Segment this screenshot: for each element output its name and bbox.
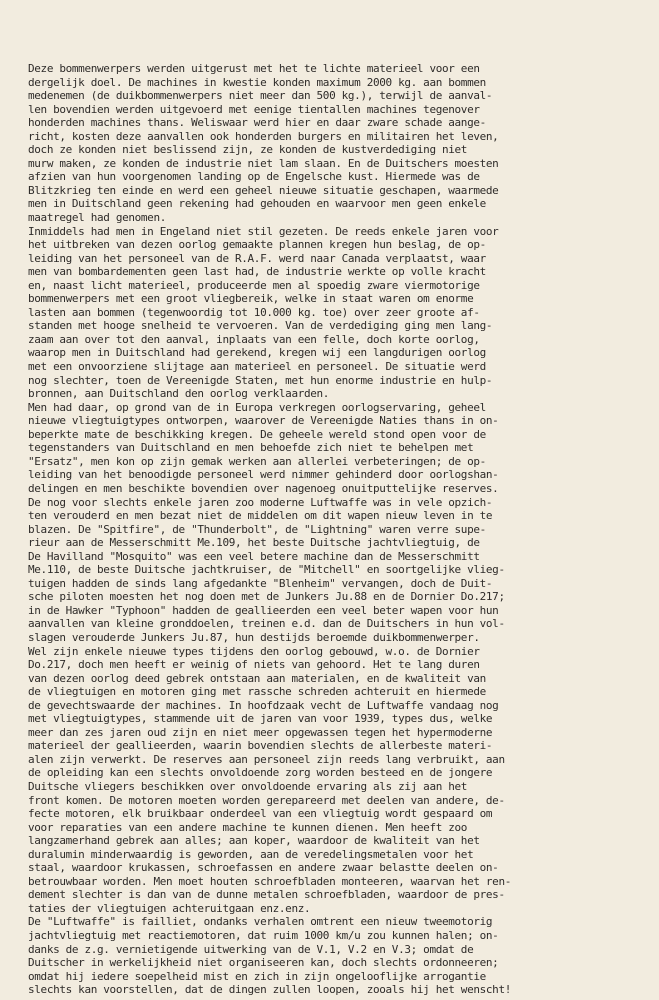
text-line: maatregel had genomen. bbox=[28, 211, 166, 225]
text-line: en, naast licht materieel, produceerde men al spoedig zware viermotorige bbox=[28, 278, 480, 292]
text-line: met een onvoorziene slijtage aan materieel en personeel. De situatie werd bbox=[28, 360, 486, 374]
text-line: afzien van hun voorgenomen landing op de Engelsche kust. Hiermede was de bbox=[28, 170, 480, 184]
text-line: van dezen oorlog deed gebrek ontstaan aan materialen, en de kwaliteit van bbox=[28, 671, 486, 685]
text-line: De nog voor slechts enkele jaren zoo moderne Luftwaffe was in vele opzich- bbox=[28, 495, 493, 509]
text-line: dergelijk doel. De machines in kwestie konden maximum 2000 kg. aan bommen bbox=[28, 75, 486, 89]
text-line: Men had daar, op grond van de in Europa verkregen oorlogservaring, geheel bbox=[28, 400, 486, 414]
text-line: Blitzkrieg ten einde en werd een geheel nieuwe situatie geschapen, waarmede bbox=[28, 183, 499, 197]
text-line: tegenstanders van Duitschland en men behoefde zich niet te behelpen met bbox=[28, 441, 474, 455]
text-line: blazen. De "Spitfire", de "Thunderbolt", de "Lightning" waren verre supe- bbox=[28, 522, 486, 536]
text-line: in de Hawker "Typhoon" hadden de geallieerden een veel beter wapen voor hun bbox=[28, 603, 499, 617]
text-line: murw maken, ze konden de industrie niet lam slaan. En de Duitschers moesten bbox=[28, 156, 499, 170]
text-line: slagen verouderde Junkers Ju.87, hun destijds beroemde duikbommenwerper. bbox=[28, 630, 480, 644]
text-line: voor reparaties van een andere machine te kunnen dienen. Men heeft zoo bbox=[28, 820, 468, 834]
text-line: fecte motoren, elk bruikbaar onderdeel van een vliegtuig wordt gespaard om bbox=[28, 807, 493, 821]
text-line: standen met hooge snelheid te vervoeren. Van de verdediging ging men lang- bbox=[28, 319, 493, 333]
text-line: de opleiding kan een slechts onvoldoende zorg worden besteed en de jongere bbox=[28, 766, 493, 780]
text-line: sche piloten moesten het nog doen met de Junkers Ju.88 en de Dornier Do.217; bbox=[28, 590, 505, 604]
text-line: "Ersatz", men kon op zijn gemak werken aan allerlei verbeteringen; de op- bbox=[28, 454, 486, 468]
text-line: nieuwe vliegtuigtypes ontworpen, waarover de Vereenigde Naties thans in on- bbox=[28, 414, 499, 428]
text-line: slechts kan voorstellen, dat de dingen zullen loopen, zooals hij het wenscht! bbox=[28, 983, 511, 997]
text-line: met vliegtuigtypes, stammende uit de jaren van voor 1939, types dus, welke bbox=[28, 712, 493, 726]
text-line: men van bombardementen geen last had, de industrie werkte op volle kracht bbox=[28, 265, 486, 279]
text-line: Duitscher in werkelijkheid niet organiseeren kan, doch slechts ordonneeren; bbox=[28, 956, 499, 970]
text-line: materieel der geallieerden, waarin bovendien slechts de allerbeste materi- bbox=[28, 739, 493, 753]
text-line: taties der vliegtuigen achteruitgaan enz.enz. bbox=[28, 901, 311, 915]
text-line: waarop men in Duitschland had gerekend, kregen wij een langdurigen oorlog bbox=[28, 346, 486, 360]
text-line: De "Luftwaffe" is failliet, ondanks verhalen omtrent een nieuw tweemotorig bbox=[28, 915, 493, 929]
text-line: het uitbreken van dezen oorlog gemaakte plannen kregen hun beslag, de op- bbox=[28, 238, 486, 252]
text-line: Deze bommenwerpers werden uitgerust met het te lichte materieel voor een bbox=[28, 62, 480, 75]
text-line: aanvallen van kleine gronddoelen, treinen e.d. dan de Duitschers in hun vol- bbox=[28, 617, 505, 631]
text-line: bommenwerpers met een groot vliegbereik, welke in staat waren om enorme bbox=[28, 292, 474, 306]
text-line: rieur aan de Messerschmitt Me.109, het beste Duitsche jachtvliegtuig, de bbox=[28, 536, 480, 550]
text-line: alen zijn verwerkt. De reserves aan personeel zijn reeds lang verbruikt, aan bbox=[28, 752, 505, 766]
text-line: meer dan zes jaren oud zijn en niet meer opgewassen tegen het hypermoderne bbox=[28, 725, 493, 739]
text-line: Wel zijn enkele nieuwe types tijdens den oorlog gebouwd, w.o. de Dornier bbox=[28, 644, 480, 658]
text-line: front komen. De motoren moeten worden gerepareerd met deelen van andere, de- bbox=[28, 793, 505, 807]
text-line: omdat hij iedere soepelheid mist en zich in zijn ongelooflijke arrogantie bbox=[28, 969, 486, 983]
text-line: leiding van het personeel van de R.A.F. werd naar Canada verplaatst, waar bbox=[28, 251, 486, 265]
text-line: staal, waardoor krukassen, schroefassen en andere zwaar belastte deelen on- bbox=[28, 861, 499, 875]
text-line: de vliegtuigen en motoren ging met rassche schreden achteruit en hiermede bbox=[28, 685, 486, 699]
typewritten-text bbox=[28, 62, 640, 997]
text-line: Do.217, doch men heeft er weinig of niets van gehoord. Het te lang duren bbox=[28, 658, 480, 672]
text-line: medenemen (de duikbommenwerpers niet meer dan 500 kg.), terwijl de aanval- bbox=[28, 89, 493, 103]
text-line: Me.110, de beste Duitsche jachtkruiser, de "Mitchell" en soortgelijke vlieg- bbox=[28, 563, 505, 577]
text-line: betrouwbaar worden. Men moet houten schroefbladen monteeren, waarvan het ren- bbox=[28, 874, 511, 888]
text-line: bronnen, aan Duitschland den oorlog verklaarden. bbox=[28, 387, 330, 401]
text-line: lasten aan bommen (tegenwoordig tot 10.000 kg. toe) over zeer groote af- bbox=[28, 305, 480, 319]
text-line: Duitsche vliegers beschikken over onvoldoende ervaring als zij aan het bbox=[28, 779, 468, 793]
text-line: men in Duitschland geen rekening had gehouden en waarvoor men geen enkele bbox=[28, 197, 486, 211]
text-line: len bovendien werden uitgevoerd met eenige tientallen machines tegenover bbox=[28, 102, 480, 116]
text-line: de gevechtswaarde der machines. In hoofdzaak vecht de Luftwaffe vandaag nog bbox=[28, 698, 499, 712]
text-line: ten verouderd en men bezat niet de middelen om dit wapen nieuw leven in te bbox=[28, 509, 493, 523]
text-line: dement slechter is dan van de dunne metalen schroefbladen, waardoor de pres- bbox=[28, 888, 505, 902]
text-line: honderden machines thans. Weliswaar werd hier en daar zware schade aange- bbox=[28, 116, 486, 130]
text-line: tuigen hadden de sinds lang afgedankte "Blenheim" vervangen, doch de Duit- bbox=[28, 576, 493, 590]
text-line: danks de z.g. vernietigende uitwerking van de V.1, V.2 en V.3; omdat de bbox=[28, 942, 474, 956]
text-line: Inmiddels had men in Engeland niet stil gezeten. De reeds enkele jaren voor bbox=[28, 224, 499, 238]
text-line: beperkte mate de beschikking kregen. De geheele wereld stond open voor de bbox=[28, 427, 486, 441]
text-line: doch ze konden niet beslissend zijn, ze konden de kustverdediging niet bbox=[28, 143, 468, 157]
text-line: duralumin minderwaardig is geworden, aan de veredelingsmetalen voor het bbox=[28, 847, 474, 861]
text-line: jachtvliegtuig met reactiemotoren, dat ruim 1000 km/u zou kunnen halen; on- bbox=[28, 929, 499, 942]
text-line: De Havilland "Mosquito" was een veel betere machine dan de Messerschmitt bbox=[28, 549, 480, 563]
text-line: richt, kosten deze aanvallen ook honderden burgers en militairen het leven, bbox=[28, 129, 499, 143]
text-line: langzamerhand gebrek aan alles; aan koper, waardoor de kwaliteit van het bbox=[28, 834, 480, 848]
text-line: zaam aan over tot den aanval, inplaats van een felle, doch korte oorlog, bbox=[28, 332, 480, 346]
text-line: leiding van het benoodigde personeel werd nimmer gehinderd door oorlogshan- bbox=[28, 468, 499, 482]
text-line: delingen en men beschikte bovendien over nagenoeg onuitputtelijke reserves. bbox=[28, 481, 499, 495]
text-line: nog slechter, toen de Vereenigde Staten, met hun enorme industrie en hulp- bbox=[28, 373, 493, 387]
